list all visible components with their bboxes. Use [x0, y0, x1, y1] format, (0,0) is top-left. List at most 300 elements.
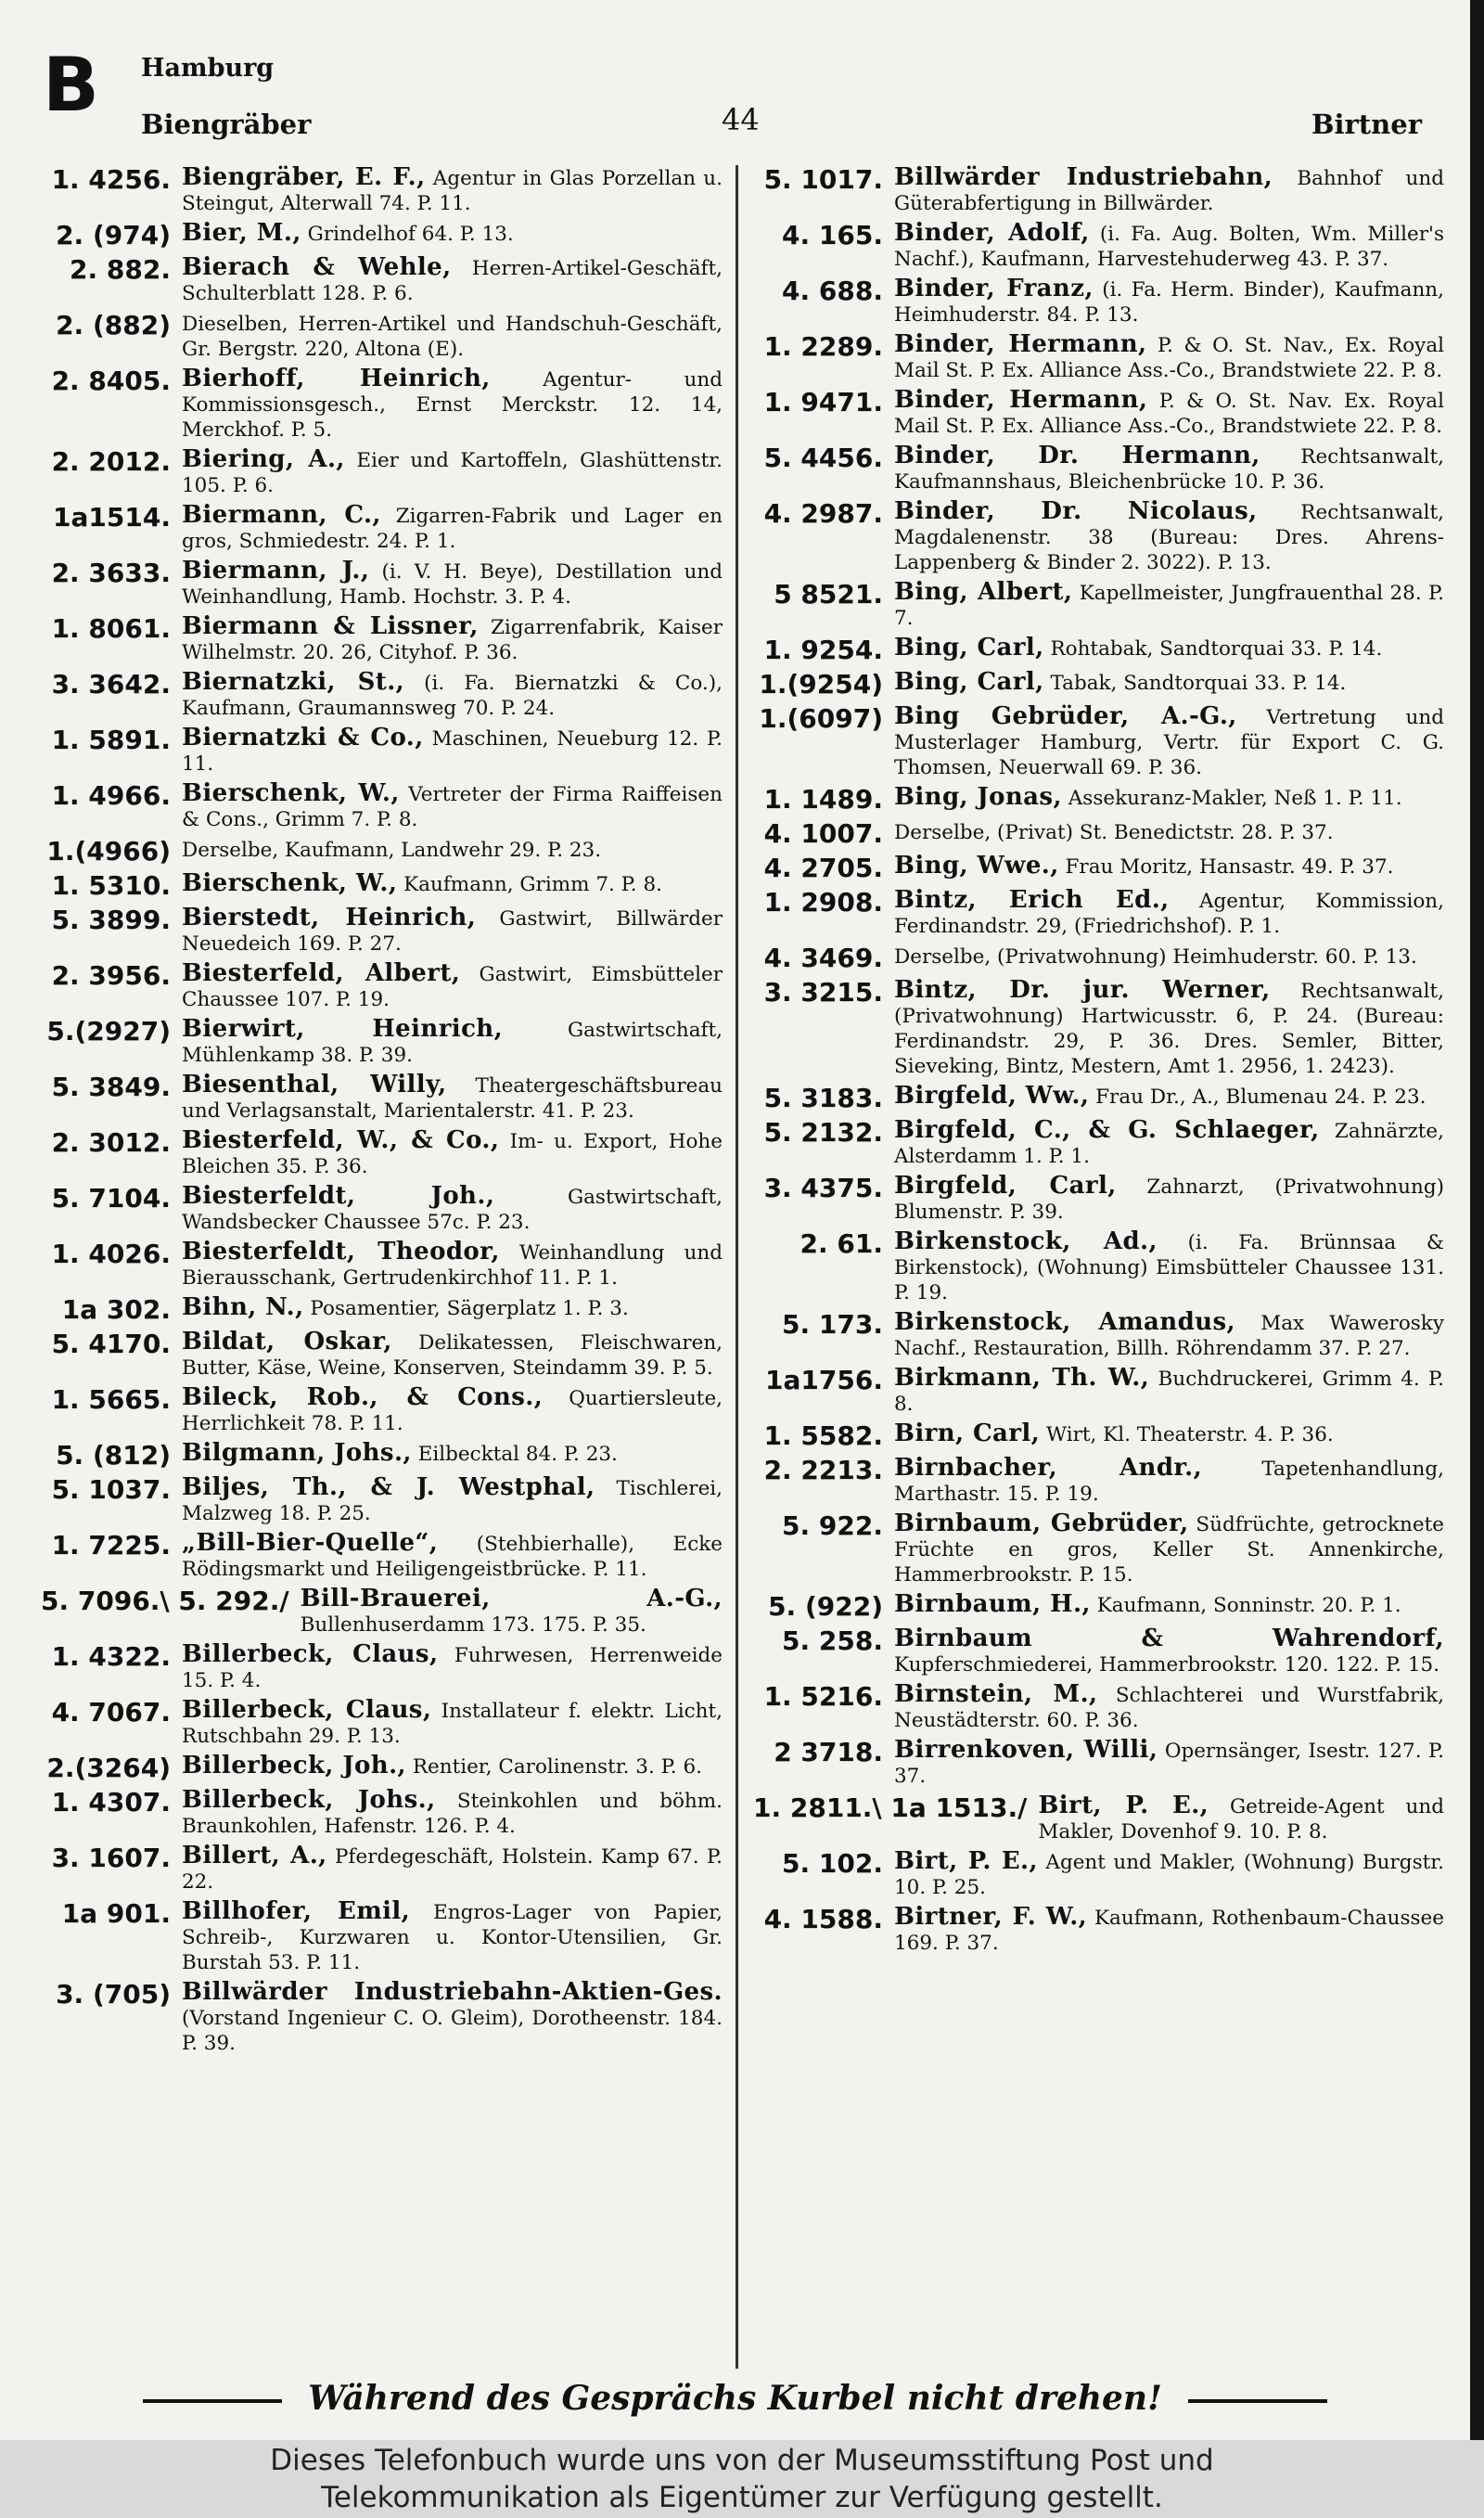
directory-entry: [753, 1229, 1444, 1305]
phone-number: 2. 3012.: [51, 1127, 171, 1158]
directory-entry: [753, 888, 1444, 939]
entry-text: [182, 311, 723, 362]
subscriber-name: Birt, P. E.,: [894, 1847, 1038, 1875]
entry-text: [894, 819, 1444, 845]
directory-entry: [41, 1844, 723, 1895]
subscriber-name: Binder, Hermann,: [894, 330, 1147, 358]
entry-text: [182, 906, 723, 957]
subscriber-name: Bilgmann, Johs.,: [182, 1439, 412, 1467]
subscriber-name: Binder, Dr. Hermann,: [894, 442, 1260, 469]
phone-number: 1a 901.: [61, 1898, 171, 1929]
directory-entry: [41, 670, 723, 721]
subscriber-name: Bierwirt, Heinrich,: [182, 1015, 504, 1043]
subscriber-details: Kapellmeister, Jungfrauenthal 28. P. 7.: [894, 582, 1444, 630]
subscriber-details: Grindelhof 64. P. 13.: [307, 223, 514, 246]
phone-number: 2 3718.: [774, 1737, 883, 1767]
phone-number: 4. 2705.: [763, 853, 883, 883]
phone-number: 5. 922.: [782, 1510, 883, 1541]
entry-text: [182, 1128, 723, 1179]
subscriber-details: Rechtsanwalt, (Privatwohnung) Hartwicusstr. 6, P. 24. (Bureau: Ferdinandstr. 29, P. 36. Dres. Semler, Bitter, Sieveking, Bintz, Mestern, Amt 1. 2956, 1. 2423).: [894, 980, 1444, 1078]
entry-text: [182, 1295, 723, 1321]
subscriber-details: Agentur in Glas Porzellan u. Steingut, Alterwall 74. P. 11.: [182, 167, 723, 215]
subscriber-details: Gastwirt, Billwärder Neuedeich 169. P. 27.: [182, 907, 723, 956]
phone-number: 1. 5891.: [51, 725, 171, 755]
subscriber-name: Birt, P. E.,: [1038, 1792, 1209, 1819]
subscriber-name: Birgfeld, C., & G. Schlaeger,: [894, 1116, 1320, 1144]
subscriber-name: Birnbacher, Andr.,: [894, 1454, 1203, 1482]
entry-text: [894, 1511, 1444, 1587]
footer-motto: Während des Gesprächs Kurbel nicht drehen!: [0, 2379, 1470, 2418]
phone-number: 1a1514.: [53, 502, 171, 533]
directory-entry: [753, 1626, 1444, 1677]
subscriber-name: Biernatzki & Co.,: [182, 724, 424, 752]
city-heading: Hamburg: [141, 54, 275, 83]
phone-number: 1. 2908.: [763, 887, 883, 918]
subscriber-details: (i. Fa. Aug. Bolten, Wm. Miller's Nachf.), Kaufmann, Harvestehuderweg 43. P. 37.: [894, 223, 1444, 271]
subscriber-details: Kaufmann, Rothenbaum-Chaussee 169. P. 37.: [894, 1907, 1444, 1955]
entry-text: [894, 276, 1444, 328]
directory-entry: [41, 1698, 723, 1749]
phone-number: 2. 2213.: [763, 1455, 883, 1485]
subscriber-details: Assekuranz-Makler, Neß 1. P. 11.: [1068, 787, 1402, 810]
phone-number: 2. (882): [56, 310, 171, 340]
directory-entry: [753, 443, 1444, 495]
subscriber-name: Bing, Jonas,: [894, 783, 1062, 811]
phone-number: 5. 7104.: [51, 1183, 171, 1214]
subscriber-name: Billwärder Industriebahn,: [894, 163, 1273, 191]
phone-number: 5. 3849.: [51, 1072, 171, 1102]
directory-entry: [41, 1128, 723, 1179]
subscriber-details: Tapetenhandlung, Marthastr. 15. P. 19.: [894, 1458, 1444, 1506]
phone-number: 5. 173.: [782, 1309, 883, 1340]
subscriber-name: Bing Gebrüder, A.-G.,: [894, 702, 1237, 730]
directory-entry: [41, 726, 723, 777]
phone-number: 5. (922): [768, 1591, 883, 1622]
subscriber-name: Bing, Albert,: [894, 578, 1073, 606]
subscriber-name: Bintz, Erich Ed.,: [894, 886, 1170, 914]
phone-number: 1a 302.: [61, 1294, 171, 1325]
directory-entry: [41, 837, 723, 867]
directory-entry: [41, 1441, 723, 1471]
phone-number: 1. 4322.: [51, 1641, 171, 1672]
directory-entry: [753, 165, 1444, 216]
directory-entry: [41, 871, 723, 901]
subscriber-name: Biesterfeld, W., & Co.,: [182, 1126, 500, 1154]
phone-number: 1. 2289.: [763, 331, 883, 362]
phone-number: 2. 8405.: [51, 366, 171, 396]
caption-line-1: Dieses Telefonbuch wurde uns von der Museumsstiftung Post und: [270, 2444, 1214, 2477]
subscriber-name: Billwärder Industriebahn-Aktien-Ges.: [182, 1978, 723, 2006]
directory-entry: [753, 1366, 1444, 1417]
directory-entry: [41, 1980, 723, 2056]
subscriber-name: Biljes, Th., & J. Westphal,: [182, 1473, 595, 1501]
subscriber-details: P. & O. St. Nav. Ex. Royal Mail St. P. Ex. Alliance Ass.-Co., Brandstwiete 22. P. 8.: [894, 390, 1444, 438]
subscriber-details: Opernsänger, Isestr. 127. P. 37.: [894, 1740, 1445, 1788]
entry-text: [182, 1698, 723, 1749]
directory-entry: [41, 165, 723, 216]
subscriber-details: (i. Fa. Biernatzki & Co.), Kaufmann, Graumannsweg 70. P. 24.: [182, 672, 723, 720]
entry-text: [182, 726, 723, 777]
directory-entry: [753, 819, 1444, 849]
directory-entry: [41, 1184, 723, 1235]
entry-text: [894, 785, 1444, 811]
entry-text: [894, 1456, 1444, 1507]
phone-number: 3. 1607.: [51, 1843, 171, 1873]
phone-number: 2.(3264): [46, 1753, 171, 1783]
subscriber-name: Billerbeck, Johs.,: [182, 1786, 436, 1814]
subscriber-details: Max Wawerosky Nachf., Restauration, Billh. Röhrendamm 37. P. 27.: [894, 1312, 1444, 1360]
subscriber-details: Tabak, Sandtorquai 33. P. 14.: [1050, 672, 1347, 695]
right-column: [753, 165, 1444, 1956]
phone-number: 5. 258.: [782, 1625, 883, 1656]
subscriber-details: Pferdegeschäft, Holstein. Kamp 67. P. 22.: [182, 1845, 723, 1894]
phone-number: 1. 5310.: [51, 870, 171, 901]
entry-text: [894, 704, 1444, 780]
subscriber-details: Eier und Kartoffeln, Glashüttenstr. 105. P. 6.: [182, 449, 723, 497]
subscriber-details: Zigarren-Fabrik und Lager en gros, Schmiedestr. 24. P. 1.: [182, 505, 723, 553]
entry-text: [182, 503, 723, 554]
subscriber-name: Birkmann, Th. W.,: [894, 1364, 1150, 1392]
directory-entry: [41, 1330, 723, 1381]
directory-entry: [41, 1531, 723, 1582]
phone-number: 5. 3183.: [763, 1083, 883, 1113]
directory-entry: [753, 944, 1444, 973]
subscriber-details: (i. Fa. Herm. Binder), Kaufmann, Heimhuderstr. 84. P. 13.: [894, 278, 1444, 327]
subscriber-name: Bierstedt, Heinrich,: [182, 904, 477, 931]
phone-number: 1. 4966.: [51, 780, 171, 811]
entry-text: [182, 1385, 723, 1436]
directory-entry: [41, 1385, 723, 1436]
subscriber-details: Derselbe, (Privatwohnung) Heimhuderstr. 60. P. 13.: [894, 945, 1417, 969]
phone-number: 5. 1017.: [763, 164, 883, 195]
directory-entry: [41, 221, 723, 251]
entry-text: [894, 443, 1444, 495]
phone-number: 5. 4170.: [51, 1329, 171, 1359]
subscriber-details: Weinhandlung und Bierausschank, Gertrudenkirchhof 11. P. 1.: [182, 1241, 723, 1290]
phone-number: 1.(9254): [759, 669, 883, 700]
entry-text: [894, 388, 1444, 439]
phone-number: 1. 4256.: [51, 164, 171, 195]
subscriber-details: Agentur, Kommission, Ferdinandstr. 29, (Friedrichshof). P. 1.: [894, 890, 1444, 938]
subscriber-details: Frau Moritz, Hansastr. 49. P. 37.: [1065, 855, 1394, 879]
phone-number: 4. 1007.: [763, 818, 883, 849]
entry-text: [182, 961, 723, 1012]
phone-number: 2. 3956.: [51, 960, 171, 991]
subscriber-name: Bihn, N.,: [182, 1293, 304, 1321]
directory-entry: [753, 332, 1444, 383]
entry-text: [894, 1592, 1444, 1618]
entry-text: [894, 944, 1444, 970]
phone-number: 1. 5582.: [763, 1420, 883, 1451]
caption: [0, 2440, 1484, 2518]
entry-text: [182, 447, 723, 498]
phone-number: 5. 2132.: [763, 1117, 883, 1148]
phone-number: 2. 3633.: [51, 558, 171, 588]
directory-entry: [41, 1587, 723, 1638]
phone-number: 4. 7067.: [51, 1697, 171, 1728]
subscriber-name: Bing, Carl,: [894, 634, 1044, 662]
phone-number: 4. 688.: [782, 276, 883, 306]
entry-text: [894, 1310, 1444, 1361]
subscriber-name: Biengräber, E. F.,: [182, 163, 426, 191]
subscriber-name: Bing, Carl,: [894, 668, 1044, 696]
directory-entry: [41, 1073, 723, 1124]
entry-text: [894, 1229, 1444, 1305]
directory-entry: [753, 1592, 1444, 1622]
phone-number: 3. 3642.: [51, 669, 171, 700]
directory-entry: [753, 1084, 1444, 1113]
directory-entry: [41, 1899, 723, 1975]
subscriber-name: Bileck, Rob., & Cons.,: [182, 1383, 544, 1411]
subscriber-details: Kupferschmiederei, Hammerbrookstr. 120. 122. P. 15.: [894, 1653, 1440, 1677]
subscriber-name: Birn, Carl,: [894, 1420, 1041, 1447]
entry-text: [894, 580, 1444, 631]
phone-number: 3. (705): [56, 1979, 171, 2010]
caption-line-2: Telekommunikation als Eigentümer zur Verfügung gestellt.: [321, 2481, 1163, 2514]
column-divider: [736, 165, 738, 2369]
entry-text: [182, 1788, 723, 1839]
subscriber-details: Rechtsanwalt, Kaufmannshaus, Bleichenbrücke 10. P. 36.: [894, 445, 1444, 494]
subscriber-name: Biernatzki, St.,: [182, 668, 405, 696]
subscriber-details: Engros-Lager von Papier, Schreib-, Kurzwaren u. Kontor-Utensilien, Gr. Burstah 53. P. 11.: [182, 1901, 723, 1974]
entry-text: [182, 1844, 723, 1895]
directory-entry: [41, 1475, 723, 1526]
directory-entry: [753, 670, 1444, 700]
entry-text: [182, 871, 723, 897]
entry-text: [301, 1587, 723, 1638]
subscriber-name: Bildat, Oskar,: [182, 1328, 392, 1355]
directory-entry: [753, 854, 1444, 883]
subscriber-details: (Stehbierhalle), Ecke Rödingsmarkt und Heiligengeistbrücke. P. 11.: [182, 1533, 723, 1581]
entry-text: [182, 1980, 723, 2056]
phone-number: 4. 3469.: [763, 943, 883, 973]
entry-text: [182, 1475, 723, 1526]
subscriber-name: Birrenkoven, Willi,: [894, 1736, 1158, 1764]
last-entry-keyword: Birtner: [1311, 109, 1422, 140]
directory-entry: [41, 1788, 723, 1839]
subscriber-name: Binder, Dr. Nicolaus,: [894, 497, 1258, 525]
subscriber-name: Binder, Franz,: [894, 275, 1094, 302]
entry-text: [182, 1017, 723, 1068]
subscriber-name: Bier, M.,: [182, 219, 301, 247]
directory-entry: [753, 1118, 1444, 1169]
subscriber-details: Dieselben, Herren-Artikel und Handschuh-Geschäft, Gr. Bergstr. 220, Altona (E).: [182, 313, 723, 361]
phone-number: 3. 3215.: [763, 977, 883, 1008]
section-letter: B: [43, 42, 97, 128]
left-column: [41, 165, 723, 2056]
directory-entry: [41, 781, 723, 832]
subscriber-details: Bullenhuserdamm 173. 175. P. 35.: [300, 1613, 646, 1637]
phone-number: 5. 3899.: [51, 905, 171, 935]
subscriber-details: Vertreter der Firma Raiffeisen & Cons., Grimm 7. P. 8.: [182, 783, 723, 831]
phone-number: 1. 4307.: [51, 1787, 171, 1818]
subscriber-details: Tischlerei, Malzweg 18. P. 25.: [182, 1477, 723, 1525]
subscriber-details: Zahnärzte, Alsterdamm 1. P. 1.: [894, 1120, 1444, 1168]
subscriber-details: Theatergeschäftsbureau und Verlagsanstalt, Marientalerstr. 41. P. 23.: [182, 1074, 723, 1123]
subscriber-details: Agentur- und Kommissionsgesch., Ernst Merckstr. 12. 14, Merckhof. P. 5.: [182, 368, 723, 442]
phone-number: 4. 165.: [782, 220, 883, 251]
directory-entry: [41, 311, 723, 362]
subscriber-details: (i. V. H. Beye), Destillation und Weinhandlung, Hamb. Hochstr. 3. P. 4.: [182, 560, 723, 609]
entry-text: [894, 888, 1444, 939]
directory-entry: [753, 1310, 1444, 1361]
subscriber-details: Gastwirt, Eimsbütteler Chaussee 107. P. 19.: [182, 963, 723, 1011]
entry-text: [182, 670, 723, 721]
directory-entry: [753, 978, 1444, 1079]
entry-text: [894, 978, 1444, 1079]
phone-number: 2. (974): [56, 220, 171, 251]
entry-text: [182, 1754, 723, 1779]
subscriber-name: Bierach & Wehle,: [182, 253, 452, 281]
directory-entry: [753, 1456, 1444, 1507]
directory-entry: [753, 704, 1444, 780]
subscriber-details: Wirt, Kl. Theaterstr. 4. P. 36.: [1045, 1423, 1334, 1446]
subscriber-name: Birnbaum, Gebrüder,: [894, 1510, 1189, 1537]
phone-number: 1a1756.: [765, 1365, 883, 1395]
subscriber-details: Im- u. Export, Hohe Bleichen 35. P. 36.: [182, 1130, 723, 1178]
entry-text: [182, 837, 723, 863]
subscriber-name: Bing, Wwe.,: [894, 852, 1059, 880]
directory-entry: [753, 636, 1444, 665]
directory-entry: [41, 1295, 723, 1325]
directory-entry: [41, 1017, 723, 1068]
subscriber-name: Biermann & Lissner,: [182, 612, 479, 640]
subscriber-name: Bierschenk, W.,: [182, 779, 400, 807]
directory-entry: [41, 1754, 723, 1783]
subscriber-name: Biesterfeldt, Theodor,: [182, 1238, 500, 1265]
entry-text: [182, 1240, 723, 1291]
subscriber-details: P. & O. St. Nav., Ex. Royal Mail St. P. Ex. Alliance Ass.-Co., Brandstwiete 22. P. 8.: [894, 334, 1445, 382]
entry-text: [894, 1084, 1444, 1110]
directory-entry: [41, 614, 723, 665]
phone-number: 1. 9254.: [763, 635, 883, 665]
phone-number: 4. 1588.: [763, 1904, 883, 1934]
directory-entry: [41, 255, 723, 306]
directory-entry: [41, 1642, 723, 1693]
directory-entry: [753, 221, 1444, 272]
entry-text: [894, 1849, 1444, 1900]
subscriber-details: Zahnarzt, (Privatwohnung) Blumenstr. P. 39.: [894, 1175, 1444, 1224]
entry-text: [182, 366, 723, 443]
entry-text: [894, 1366, 1444, 1417]
directory-entry: [753, 785, 1444, 815]
subscriber-name: Bierhoff, Heinrich,: [182, 365, 491, 392]
entry-text: [894, 221, 1444, 272]
entry-text: [182, 1441, 723, 1467]
phone-number: 2. 2012.: [51, 446, 171, 477]
subscriber-name: Billert, A.,: [182, 1842, 327, 1869]
subscriber-details: Steinkohlen und böhm. Braunkohlen, Hafenstr. 126. P. 4.: [182, 1790, 723, 1838]
subscriber-name: Birnstein, M.,: [894, 1680, 1098, 1708]
directory-entry: [753, 499, 1444, 575]
directory-entry: [753, 1682, 1444, 1733]
subscriber-name: Binder, Hermann,: [894, 386, 1148, 414]
subscriber-name: Biesterfeldt, Joh.,: [182, 1182, 495, 1210]
subscriber-name: Birgfeld, Ww.,: [894, 1082, 1090, 1110]
directory-entry: [753, 1421, 1444, 1451]
subscriber-name: Billerbeck, Joh.,: [182, 1752, 406, 1779]
phone-number: 1. 4026.: [51, 1239, 171, 1269]
subscriber-details: Installateur f. elektr. Licht, Rutschbahn 29. P. 13.: [182, 1700, 723, 1748]
subscriber-name: Biermann, J.,: [182, 557, 370, 585]
directory-entry: [41, 366, 723, 443]
entry-text: [182, 255, 723, 306]
directory-entry: [41, 447, 723, 498]
subscriber-details: Buchdruckerei, Grimm 4. P. 8.: [894, 1368, 1444, 1416]
directory-entry: [753, 276, 1444, 328]
subscriber-name: Bintz, Dr. jur. Werner,: [894, 976, 1271, 1004]
entry-text: [182, 165, 723, 216]
subscriber-name: Billerbeck, Claus,: [182, 1696, 432, 1724]
subscriber-details: Delikatessen, Fleischwaren, Butter, Käse, Weine, Konserven, Steindamm 39. P. 5.: [182, 1331, 723, 1380]
subscriber-details: Gastwirtschaft, Wandsbecker Chaussee 57c. P. 23.: [182, 1186, 723, 1234]
directory-entry: [753, 1738, 1444, 1789]
phone-number: 2. 61.: [800, 1228, 883, 1259]
subscriber-details: Posamentier, Sägerplatz 1. P. 3.: [310, 1297, 629, 1320]
phone-number: 1. 2811.\ 1a 1513./: [753, 1792, 1028, 1823]
entry-text: [1038, 1793, 1444, 1844]
subscriber-details: Südfrüchte, getrocknete Früchte en gros, Keller St. Annenkirche, Hammerbrookstr. P. 15.: [894, 1513, 1444, 1587]
subscriber-name: Billhofer, Emil,: [182, 1897, 411, 1925]
entry-text: [894, 854, 1444, 880]
subscriber-name: Birnbaum & Wahrendorf,: [894, 1625, 1444, 1652]
subscriber-details: Rohtabak, Sandtorquai 33. P. 14.: [1050, 637, 1383, 661]
subscriber-name: Biesterfeld, Albert,: [182, 959, 461, 987]
subscriber-details: Gastwirtschaft, Mühlenkamp 38. P. 39.: [182, 1019, 723, 1067]
subscriber-name: Birkenstock, Amandus,: [894, 1308, 1235, 1336]
subscriber-details: Rentier, Carolinenstr. 3. P. 6.: [412, 1755, 702, 1779]
page-number: 44: [722, 102, 760, 137]
phone-number: 5. 1037.: [51, 1474, 171, 1505]
subscriber-details: Schlachterei und Wurstfabrik, Neustädterstr. 60. P. 36.: [894, 1684, 1444, 1732]
entry-text: [894, 1118, 1444, 1169]
subscriber-details: Vertretung und Musterlager Hamburg, Vertr. für Export C. G. Thomsen, Neuerwall 69. P. 36.: [894, 706, 1444, 779]
subscriber-details: Zigarrenfabrik, Kaiser Wilhelmstr. 20. 26, Cityhof. P. 36.: [182, 616, 723, 664]
phone-number: 5 8521.: [774, 579, 883, 610]
subscriber-details: (i. Fa. Brünnsaa & Birkenstock), (Wohnung) Eimsbütteler Chaussee 131. P. 19.: [894, 1231, 1444, 1304]
directory-entry: [753, 580, 1444, 631]
directory-entry: [41, 559, 723, 610]
subscriber-details: Fuhrwesen, Herrenweide 15. P. 4.: [182, 1644, 723, 1692]
phone-number: 1. 9471.: [763, 387, 883, 418]
phone-number: 1. 7225.: [51, 1530, 171, 1561]
phone-number: 3. 4375.: [763, 1173, 883, 1203]
subscriber-name: „Bill-Bier-Quelle“,: [182, 1529, 439, 1557]
entry-text: [182, 1330, 723, 1381]
subscriber-details: Agent und Makler, (Wohnung) Burgstr. 10. P. 25.: [894, 1851, 1444, 1899]
entry-text: [182, 1531, 723, 1582]
phone-number: 1.(4966): [46, 836, 171, 867]
directory-entry: [41, 906, 723, 957]
subscriber-details: Frau Dr., A., Blumenau 24. P. 23.: [1095, 1086, 1426, 1109]
phone-number: 1. 5665.: [51, 1384, 171, 1415]
subscriber-details: Quartiersleute, Herrlichkeit 78. P. 11.: [182, 1387, 723, 1435]
subscriber-name: Birnbaum, H.,: [894, 1590, 1091, 1618]
subscriber-name: Bill-Brauerei, A.-G.,: [300, 1585, 723, 1612]
entry-text: [894, 1738, 1444, 1789]
subscriber-details: Herren-Artikel-Geschäft, Schulterblatt 128. P. 6.: [182, 257, 723, 305]
phone-number: 5. (812): [56, 1440, 171, 1471]
entry-text: [182, 559, 723, 610]
entry-text: [894, 1682, 1444, 1733]
subscriber-name: Billerbeck, Claus,: [182, 1640, 439, 1668]
subscriber-name: Birkenstock, Ad.,: [894, 1227, 1158, 1255]
entry-text: [182, 1899, 723, 1975]
subscriber-name: Birtner, F. W.,: [894, 1903, 1088, 1931]
subscriber-name: Binder, Adolf,: [894, 219, 1090, 247]
subscriber-details: (Vorstand Ingenieur C. O. Gleim), Dorotheenstr. 184. P. 39.: [182, 2007, 723, 2055]
entry-text: [894, 1626, 1444, 1677]
